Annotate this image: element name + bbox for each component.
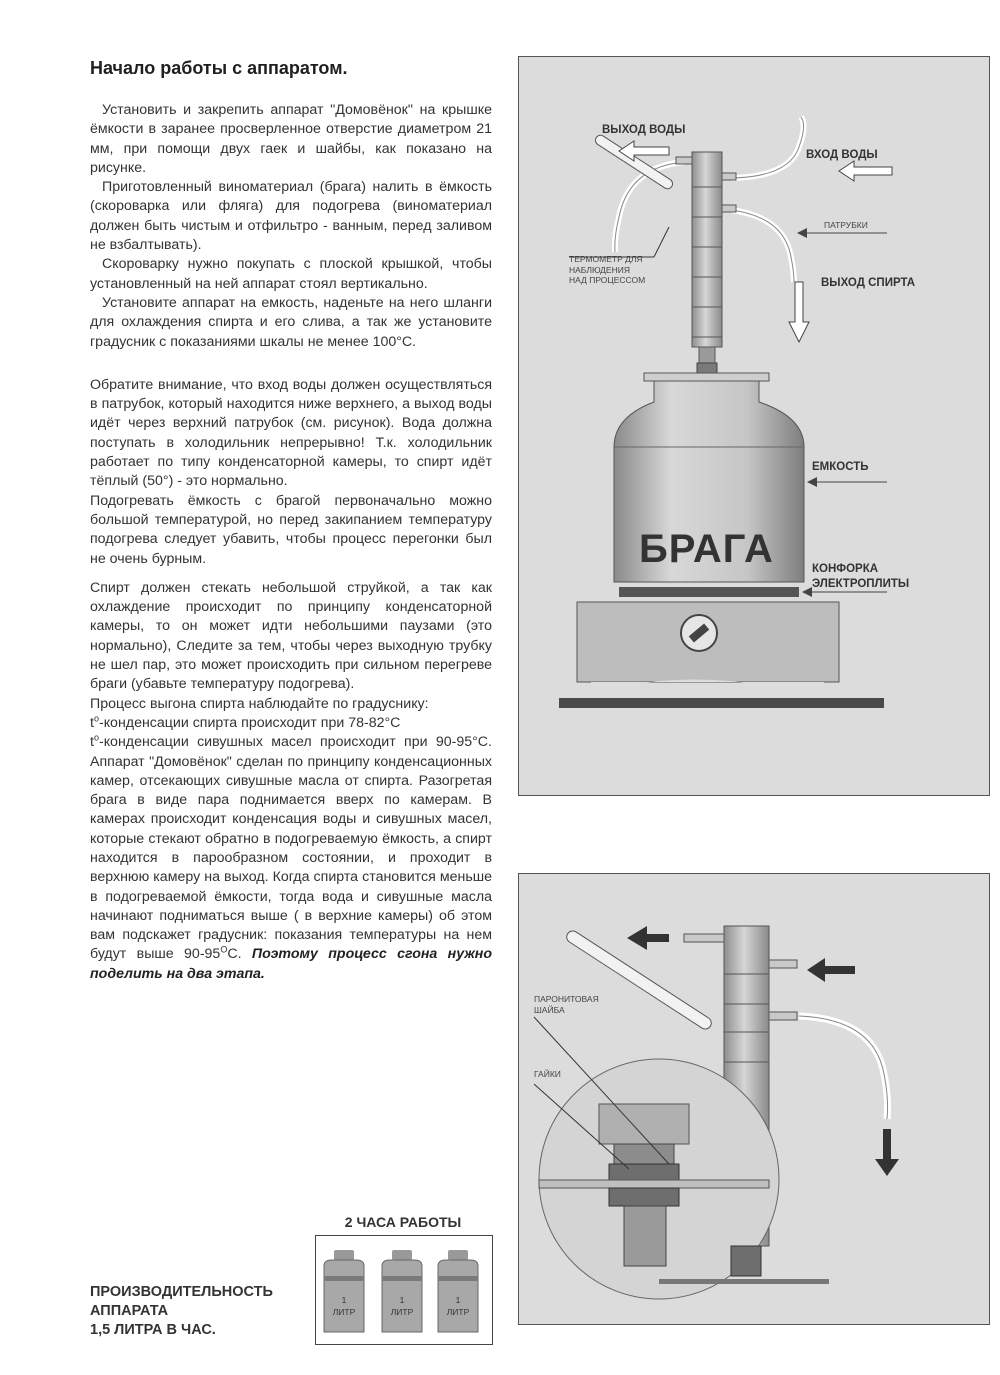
bottles-figure [315,1235,493,1345]
paragraph-braga: Приготовленный виноматериал (брага) налить в ёмкость (скороварка или фляга) для подогрева (виноматериал должен быть чистым и отфильтро - ванным, перед заливом не взбалтывать). [90,179,492,254]
arrow-water-in [839,161,892,181]
temp-symbol: $t^о$ [90,732,99,751]
braga-label: БРАГА [639,527,774,571]
instructions-column [90,58,492,984]
hose [799,1016,888,1119]
label-nuts: ГАЙКИ [534,1069,561,1079]
bottle-icon [324,1250,364,1332]
temp-symbol: $t^о$ [90,713,99,731]
label-water-out: ВЫХОД ВОДЫ [602,124,686,136]
label-container: ЕМКОСТЬ [812,461,869,473]
label-water-in: ВХОД ВОДЫ [806,149,878,161]
productivity-line: ПРОИЗВОДИТЕЛЬНОСТЬ [90,1284,273,1300]
apparatus-diagram [518,56,990,796]
paragraph-hoses: Установите аппарат на емкость, наденьте на него шланги для охлаждения спирта и его слива, а так же установите градусник с показаниями шкалы не менее 100°С. [90,294,492,350]
paragraph-heating: Подогревать ёмкость с брагой первоначально можно большой температурой, но перед закипанием температуру подогрева следует убавить, чтобы процесс перегонки был не очень бурным. [90,492,492,567]
arrow-down-icon [875,1129,899,1176]
label-pipes: ПАТРУБКИ [824,220,868,230]
paragraph-water-flow: Обратите внимание, что вход воды должен осуществляться в патрубок, который находится ниже верхнего, а выход воды идёт через верхний патрубок (см. рисунок). Вода должна поступать в холодильник непрерывно! Т.к. холодильник работает по типу конденсаторной камеры, то спирт идёт тёплый (50°) - это нормально. [90,376,492,490]
productivity-line: АППАРАТА [90,1303,169,1319]
container-lid [644,373,769,381]
paragraph-monitor: Процесс выгона спирта наблюдайте по градуснику: [90,695,429,712]
page-title: Начало работы с аппаратом. [90,58,348,78]
arrow-left-icon [627,926,669,950]
arrow-left-icon [807,958,855,982]
arrow-spirit-out [789,282,809,342]
label-stove: КОНФОРКА ЭЛЕКТРОПЛИТЫ [812,563,910,590]
emphasis-two-stages: Поэтому процесс сгона нужно поделить на два этапа. [90,946,492,982]
bottle-label: 1 ЛИТР [332,1295,356,1317]
hours-title: 2 ЧАСА РАБОТЫ [344,1214,462,1230]
hose-water-in [731,117,804,178]
bottle-icon [382,1250,422,1332]
paragraph-temp-spirit: $t^о$-конденсации спирта происходит при 78-82°С [90,713,401,731]
hose-spirit-out [731,210,794,282]
paragraph-pot: Скороварку нужно покупать с плоской крышкой, чтобы установленный на ней аппарат стоял вертикально. [90,256,492,292]
bottle-label: 1 ЛИТР [390,1295,414,1317]
label-spirit-out: ВЫХОД СПИРТА [821,277,916,289]
paragraph-spirit-flow: Спирт должен стекать небольшой струйкой, а так как охлаждение происходит по принципу конденсаторной камеры, то он может идти небольшими паузами (это нормально), Следите за тем, чтобы через выходную трубку не шел пар, это может происходить при сильном перегреве браги (убавьте температуру подогрева). [90,579,492,693]
productivity-block [90,1283,310,1340]
paragraph-temp-oils: $t^о$-конденсации сивушных масел происходит при 90-95°С. Аппарат "Домовёнок" сделан по принципу конденсационных камер, отсекающих сивушные масла от спирта. Разогретая брага в виде пара поднимается вверх по камерам. В камерах происходит конденсация воды и сивушных масел, которые стекают обратно в подогреваемую ёмкость, а спирт находится в парообразном состоянии, и проходит в верхнюю камеру на выход. Когда спирта становится меньше в подогреваемой ёмкости, тогда вода и сивушные масла начинают подниматься выше ( в верхние камеры) об этом вам подскажет градусник: показания температуры на нем будут выше $90-95^ОС$. Поэтому процесс сгона нужно поделить на два этапа. [90,732,492,982]
bottle-icon [438,1250,478,1332]
distiller-column [676,152,736,381]
productivity-line: 1,5 ЛИТРА В ЧАС. [90,1322,216,1338]
label-thermometer: ТЕРМОМЕТР ДЛЯ НАБЛЮДЕНИЯ НАД ПРОЦЕССОМ [569,254,646,285]
paragraph-install: Установить и закрепить аппарат "Домовёнок" на крышке ёмкости в заранее просверленное отверстие диаметром 21 мм, при помощи двух гаек и шайбы, как показано на рисунке. [90,102,492,176]
mounting-detail-diagram [518,873,990,1325]
bottle-label: 1 ЛИТР [446,1295,470,1317]
label-washer: ПАРОНИТОВАЯ ШАЙБА [534,994,599,1015]
electric-stove [559,587,884,708]
